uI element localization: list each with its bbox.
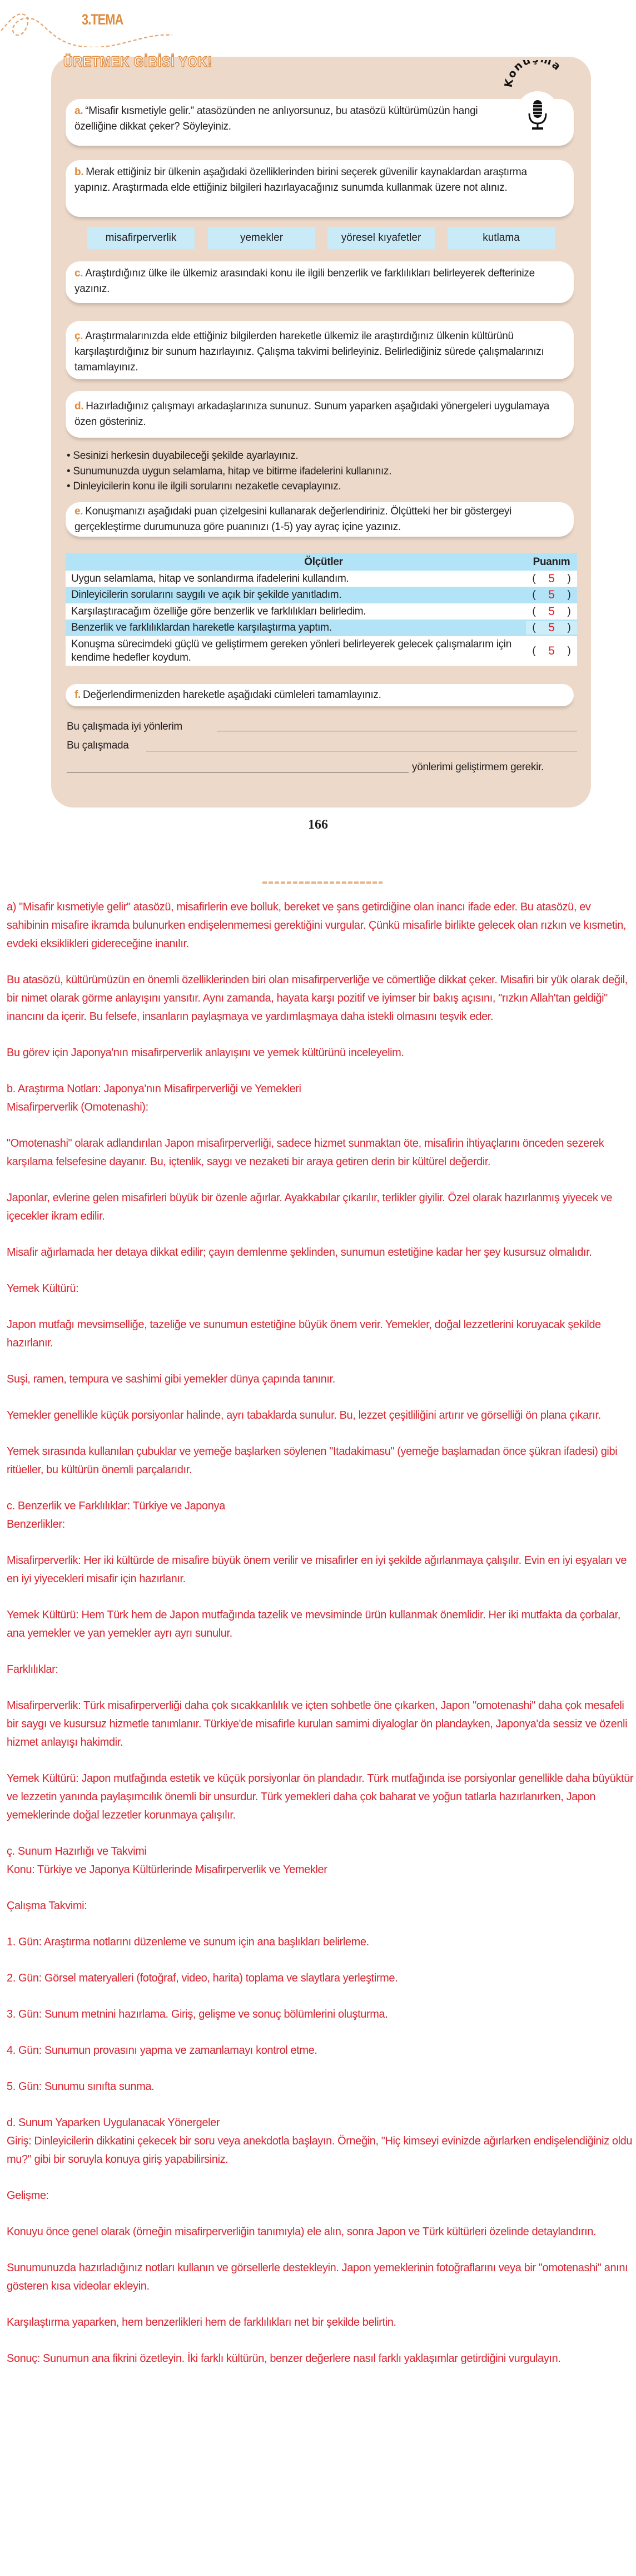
answer-paragraph [7, 2187, 635, 2205]
answer-line: d. Sunum Yaparken Uygulanacak Yönergeler [7, 2117, 220, 2129]
answer-line: Konu: Türkiye ve Japonya Kültürlerinde Misafirperverlik ve Yemekler [7, 1864, 327, 1876]
task-cc [66, 321, 574, 379]
answer-paragraph [7, 1189, 635, 1226]
completion-label-2: Bu çalışmada [67, 740, 129, 751]
answer-line: Benzerlikler: [7, 1518, 65, 1530]
answer-text [7, 898, 635, 2386]
score-value[interactable]: 5 [548, 588, 555, 601]
paren: ) [567, 589, 571, 601]
task-text: Merak ettiğiniz bir ülkenin aşağıdaki özelliklerinden birini seçerek güvenilir kaynaklardan araştırma yapınız. Araştırmada elde ettiğiniz bilgileri hazırlayacağınız sunumda kullanmak üzere not alınız. [74, 166, 527, 194]
answer-line: 5. Gün: Sunumu sınıfta sunma. [7, 2080, 155, 2093]
answer-paragraph [7, 1497, 635, 1534]
answer-paragraph [7, 2259, 635, 2296]
answer-line: Misafirperverlik: Her iki kültürde de misafire büyük önem verilir ve misafirler en iyi şekilde ağırlanmaya çalışılır. Evin en iyi eşyaları ve en iyi yiyecekleri misafir için hazırlanır. [7, 1554, 627, 1585]
guideline-item: • Dinleyicilerin konu ile ilgili sorularını nezaketle cevaplayınız. [67, 480, 341, 492]
answer-line: Japon mutfağı mevsimselliğe, tazeliğe ve sunumun estetiğine büyük önem verir. Yemekler, doğal lezzetlerini koruyacak şekilde hazırlanır. [7, 1319, 601, 1349]
microphone-icon [503, 60, 570, 133]
criterion: Konuşma sürecimdeki güçlü ve geliştirmem gereken yönleri belirleyerek gelecek çalışmalarım için kendime hedefler koydum. [71, 638, 511, 663]
rubric-row [66, 636, 577, 666]
answer-line: b. Araştırma Notları: Japonya'nın Misafirperverliği ve Yemekleri [7, 1083, 301, 1095]
answer-paragraph [7, 1370, 635, 1389]
answer-line: Konuyu önce genel olarak (örneğin misafirperverliğin tanımıyla) ele alın, sonra Japon ve Türk kültürleri özelinde detaylandırın. [7, 2226, 597, 2238]
task-a [66, 99, 574, 146]
task-f [66, 684, 574, 706]
theme-label: 3.TEMA [82, 11, 123, 28]
rubric-table [66, 553, 577, 666]
task-d [66, 391, 574, 438]
answer-paragraph [7, 2078, 635, 2096]
answer-paragraph [7, 2350, 635, 2368]
answer-line: Yemekler genellikle küçük porsiyonlar halinde, ayrı tabaklarda sunulur. Bu, lezzet çeşitliliğini artırır ve görselliği ön plana çıkarır. [7, 1409, 601, 1421]
paren: ( [532, 622, 536, 633]
paren: ( [532, 572, 536, 584]
task-text: Araştırdığınız ülke ile ülkemiz arasındaki konu ile ilgili benzerlik ve farklılıkları belirleyerek defterinize yazınız. [74, 267, 535, 295]
answer-line: Gelişme: [7, 2189, 49, 2202]
paren: ) [567, 622, 571, 633]
answer-paragraph [7, 2042, 635, 2060]
task-letter: ç. [74, 330, 83, 342]
paren: ( [532, 605, 536, 617]
answer-line: Yemek sırasında kullanılan çubuklar ve yemeğe başlarken söylenen "Itadakimasu" (yemeğe başlamadan önce şükran ifadesi) gibi ritüeller, bu kültürün önemli parçalarıdır. [7, 1445, 618, 1476]
answer-line: Çalışma Takvimi: [7, 1900, 87, 1912]
page-divider [261, 880, 384, 885]
speaking-badge [503, 60, 570, 133]
paren: ) [567, 572, 571, 584]
answer-paragraph [7, 1080, 635, 1117]
badge-text: Konu ma [503, 60, 564, 88]
completion-label-3: yönlerimi geliştirmem gerekir. [412, 761, 544, 773]
answer-line: Misafirperverlik: Türk misafirperverliği daha çok sıcakkanlılık ve içten sohbetle öne çıkarken, Japon "omotenashi" daha çok mesafeli bir saygı ve kusursuz hizmetle tanımlanır. Türkiye'de misafirle kurulan samimi diyaloglar ön plandayken, Japonya'da sessiz ve özenli hizmet anlayışı hakimdir. [7, 1700, 628, 1748]
answer-line: ç. Sunum Hazırlığı ve Takvimi [7, 1845, 147, 1857]
answer-paragraph [7, 971, 635, 1026]
answer-line: Suşi, ramen, tempura ve sashimi gibi yemekler dünya çapında tanınır. [7, 1373, 335, 1385]
task-letter: e. [74, 506, 83, 517]
guideline-list [67, 448, 391, 494]
answer-paragraph [7, 1135, 635, 1171]
guideline-text: Sunumunuzda uygun selamlama, hitap ve bitirme ifadelerini kullanınız. [73, 465, 392, 477]
answer-paragraph [7, 1316, 635, 1353]
task-letter: c. [74, 267, 83, 279]
guideline-item: • Sunumunuzda uygun selamlama, hitap ve bitirme ifadelerini kullanınız. [67, 465, 392, 477]
answer-line: Giriş: Dinleyicilerin dikkatini çekecek bir soru veya anekdotla başlayın. Örneğin, "Hiç kimseyi evinizde ağırlarken endişelendiğiniz oldu mu?" gibi bir soruyla konuya giriş yapabilirsiniz. [7, 2135, 633, 2166]
guideline-text: Sesinizi herkesin duyabileceği şekilde ayarlayınız. [73, 450, 299, 462]
score-value[interactable]: 5 [548, 621, 555, 634]
topic-tag: misafirperverlik [87, 227, 195, 249]
answer-paragraph [7, 2005, 635, 2024]
answer-line: 3. Gün: Sunum metnini hazırlama. Giriş, gelişme ve sonuç bölümlerini oluşturma. [7, 2008, 388, 2020]
answer-line: 4. Gün: Sunumun provasını yapma ve zamanlamayı kontrol etme. [7, 2044, 317, 2057]
answer-paragraph [7, 1552, 635, 1588]
answer-paragraph [7, 1443, 635, 1479]
answer-line: Bu atasözü, kültürümüzün en önemli özelliklerinden biri olan misafirperverliğe ve cömertliğe dikkat çeker. Misafiri bir yük olarak değil, bir nimet olarak görme anlayışını yansıtır. Aynı zamanda, hayata karşı pozitif ve iyimser bir bakış açısını, "rızkın Allah'tan geldiği" inancını da içerir. Bu felsefe, insanların paylaşmaya ve yardımlaşmaya daha istekli olmasını teşvik eder. [7, 974, 628, 1023]
answer-line: c. Benzerlik ve Farklılıklar: Türkiye ve Japonya [7, 1500, 225, 1512]
answer-paragraph [7, 1244, 635, 1262]
criterion: Benzerlik ve farklılıklardan hareketle karşılaştırma yaptım. [71, 622, 332, 633]
task-c [66, 261, 574, 303]
task-text: Araştırmalarınızda elde ettiğiniz bilgilerden hareketle ülkemiz ile araştırdığınız ülkenin kültürünü karşılaştırdığınız bir sunum hazırlayınız. Çalışma takvimi belirleyiniz. Belirlediğiniz sürede çalışmalarınızı tamamlayınız. [74, 330, 544, 373]
paren: ) [567, 645, 571, 657]
score-value[interactable]: 5 [548, 572, 555, 585]
paren: ) [567, 605, 571, 617]
completion-label-1: Bu çalışmada iyi yönlerim [67, 721, 182, 732]
rubric-row [66, 603, 577, 620]
score-value[interactable]: 5 [548, 644, 555, 657]
answer-paragraph [7, 1406, 635, 1425]
answer-line: Yemek Kültürü: Japon mutfağında estetik ve küçük porsiyonlar ön plandadır. Türk mutfağında ise porsiyonlar genellikle daha büyüktür ve lezzetin yanında paylaşımcılık önemli bir unsurdur. Türk yemekleri daha çok baharat ve yoğun tatlarla hazırlanırken, Japon yemeklerinde doğal lezzetler korunmaya çalışılır. [7, 1772, 634, 1821]
answer-line: a) "Misafir kısmetiyle gelir" atasözü, misafirlerin eve bolluk, bereket ve şans getirdiğine olan inancı ifade eder. Bu atasözü, ev sahibinin misafire ikramda bulunurken endişelenmemesi gerektiğini vurgular. Çünkü misafirle birlikte gelecek olan rızkın ve kısmetin, evdeki eksiklikleri gidereceğine inanılır. [7, 901, 626, 950]
task-b [66, 160, 574, 217]
answer-line: Yemek Kültürü: Hem Türk hem de Japon mutfağında tazelik ve mevsiminde ürün kullanmak önemlidir. Her iki mutfakta da çorbalar, ana yemekler ve yan yemekler ayrı ayrı sunulur. [7, 1609, 620, 1639]
rubric-header [66, 553, 577, 571]
criterion: Uygun selamlama, hitap ve sonlandırma ifadelerini kullandım. [71, 572, 349, 584]
answer-line: 1. Gün: Araştırma notlarını düzenleme ve sunum için ana başlıkları belirleme. [7, 1936, 369, 1948]
answer-line: Sonuç: Sunumun ana fikrini özetleyin. İki farklı kültürün, benzer değerlere nasıl farklı yaklaşımlar getirdiğini vurgulayın. [7, 2352, 561, 2365]
answer-line: Karşılaştırma yaparken, hem benzerlikleri hem de farklılıkları net bir şekilde belirtin. [7, 2316, 396, 2329]
task-letter: a. [74, 105, 83, 117]
task-letter: b. [74, 166, 84, 178]
answer-paragraph [7, 1044, 635, 1062]
task-text: Hazırladığınız çalışmayı arkadaşlarınıza sununuz. Sunum yaparken aşağıdaki yönergeleri uygulamaya özen gösteriniz. [74, 400, 550, 428]
rubric-row [66, 587, 577, 603]
answer-line: Japonlar, evlerine gelen misafirleri büyük bir özenle ağırlar. Ayakkabılar çıkarılır, terlikler giyilir. Özel olarak hazırlanmış yiyecek ve içecekler ikram edilir. [7, 1192, 612, 1222]
answer-paragraph [7, 2114, 635, 2169]
answer-paragraph [7, 1842, 635, 1879]
answer-paragraph [7, 1280, 635, 1298]
answer-line: 2. Gün: Görsel materyalleri (fotoğraf, video, harita) toplama ve slaytlara yerleştirme. [7, 1972, 398, 1984]
criterion: Karşılaştıracağım özelliğe göre benzerlik ve farklılıkları belirledim. [71, 605, 366, 617]
answer-line: Misafir ağırlamada her detaya dikkat edilir; çayın demlenme şeklinden, sunumun estetiğine kadar her şey kusursuz olmalıdır. [7, 1246, 592, 1259]
answer-paragraph [7, 1661, 635, 1679]
answer-line: Misafirperverlik (Omotenashi): [7, 1101, 148, 1113]
topic-tag: kutlama [448, 227, 555, 249]
section-title: ÜRETMEK GİBİSİ YOK! [63, 53, 213, 70]
task-text: Değerlendirmenizden hareketle aşağıdaki cümleleri tamamlayınız. [83, 689, 381, 701]
rubric-row [66, 571, 577, 587]
topic-tag: yöresel kıyafetler [327, 227, 435, 249]
answer-paragraph [7, 1770, 635, 1825]
svg-text:Konuşma [503, 60, 564, 88]
guideline-item: • Sesinizi herkesin duyabileceği şekilde ayarlayınız. [67, 450, 299, 462]
page-number: 166 [308, 818, 328, 832]
paren: ( [532, 645, 536, 657]
task-text: Konuşmanızı aşağıdaki puan çizelgesini kullanarak değerlendiriniz. Ölçütteki her bir göstergeyi gerçekleştirme durumunuza göre puanınızı (1-5) yay ayraç içine yazınız. [74, 506, 512, 533]
answer-paragraph [7, 1606, 635, 1643]
answer-line: Sunumunuzda hazırladığınız notları kullanın ve görsellerle destekleyin. Japon yemeklerinin fotoğraflarını veya bir "omotenashi" anını gösteren kısa videolar ekleyin. [7, 2262, 628, 2292]
answer-paragraph [7, 2314, 635, 2332]
answer-line: "Omotenashi" olarak adlandırılan Japon misafirperverliği, sadece hizmet sunmaktan öte, misafirin ihtiyaçlarını önceden sezerek karşılama felsefesine dayanır. Bu, içtenlik, saygı ve nezaketi bir araya getiren derin bir kültürel değerdir. [7, 1137, 604, 1168]
score-header: Puanım [533, 556, 570, 568]
criteria-header: Ölçütler [304, 556, 343, 568]
score-value[interactable]: 5 [548, 605, 555, 618]
answer-paragraph [7, 1897, 635, 1915]
guideline-text: Dinleyicilerin konu ile ilgili sorularını nezaketle cevaplayınız. [73, 480, 341, 492]
rubric-row [66, 620, 577, 636]
answer-line: Bu görev için Japonya'nın misafirperverlik anlayışını ve yemek kültürünü inceleyelim. [7, 1047, 404, 1059]
task-letter: f. [74, 689, 81, 701]
answer-paragraph [7, 1933, 635, 1951]
answer-paragraph [7, 1697, 635, 1752]
paren: ( [532, 589, 536, 601]
answer-paragraph [7, 2223, 635, 2241]
answer-line: Farklılıklar: [7, 1663, 58, 1676]
task-e [66, 502, 574, 537]
task-letter: d. [74, 400, 84, 412]
answer-line: Yemek Kültürü: [7, 1282, 79, 1295]
answer-paragraph [7, 898, 635, 953]
answer-paragraph [7, 1969, 635, 1988]
topic-tag: yemekler [208, 227, 315, 249]
criterion: Dinleyicilerin sorularını saygılı ve açık bir şekilde yanıtladım. [71, 589, 342, 601]
task-text: “Misafir kısmetiyle gelir.” atasözünden ne anlıyorsunuz, bu atasözü kültürümüzün hangi özelliğine dikkat çeker? Söyleyiniz. [74, 105, 478, 132]
